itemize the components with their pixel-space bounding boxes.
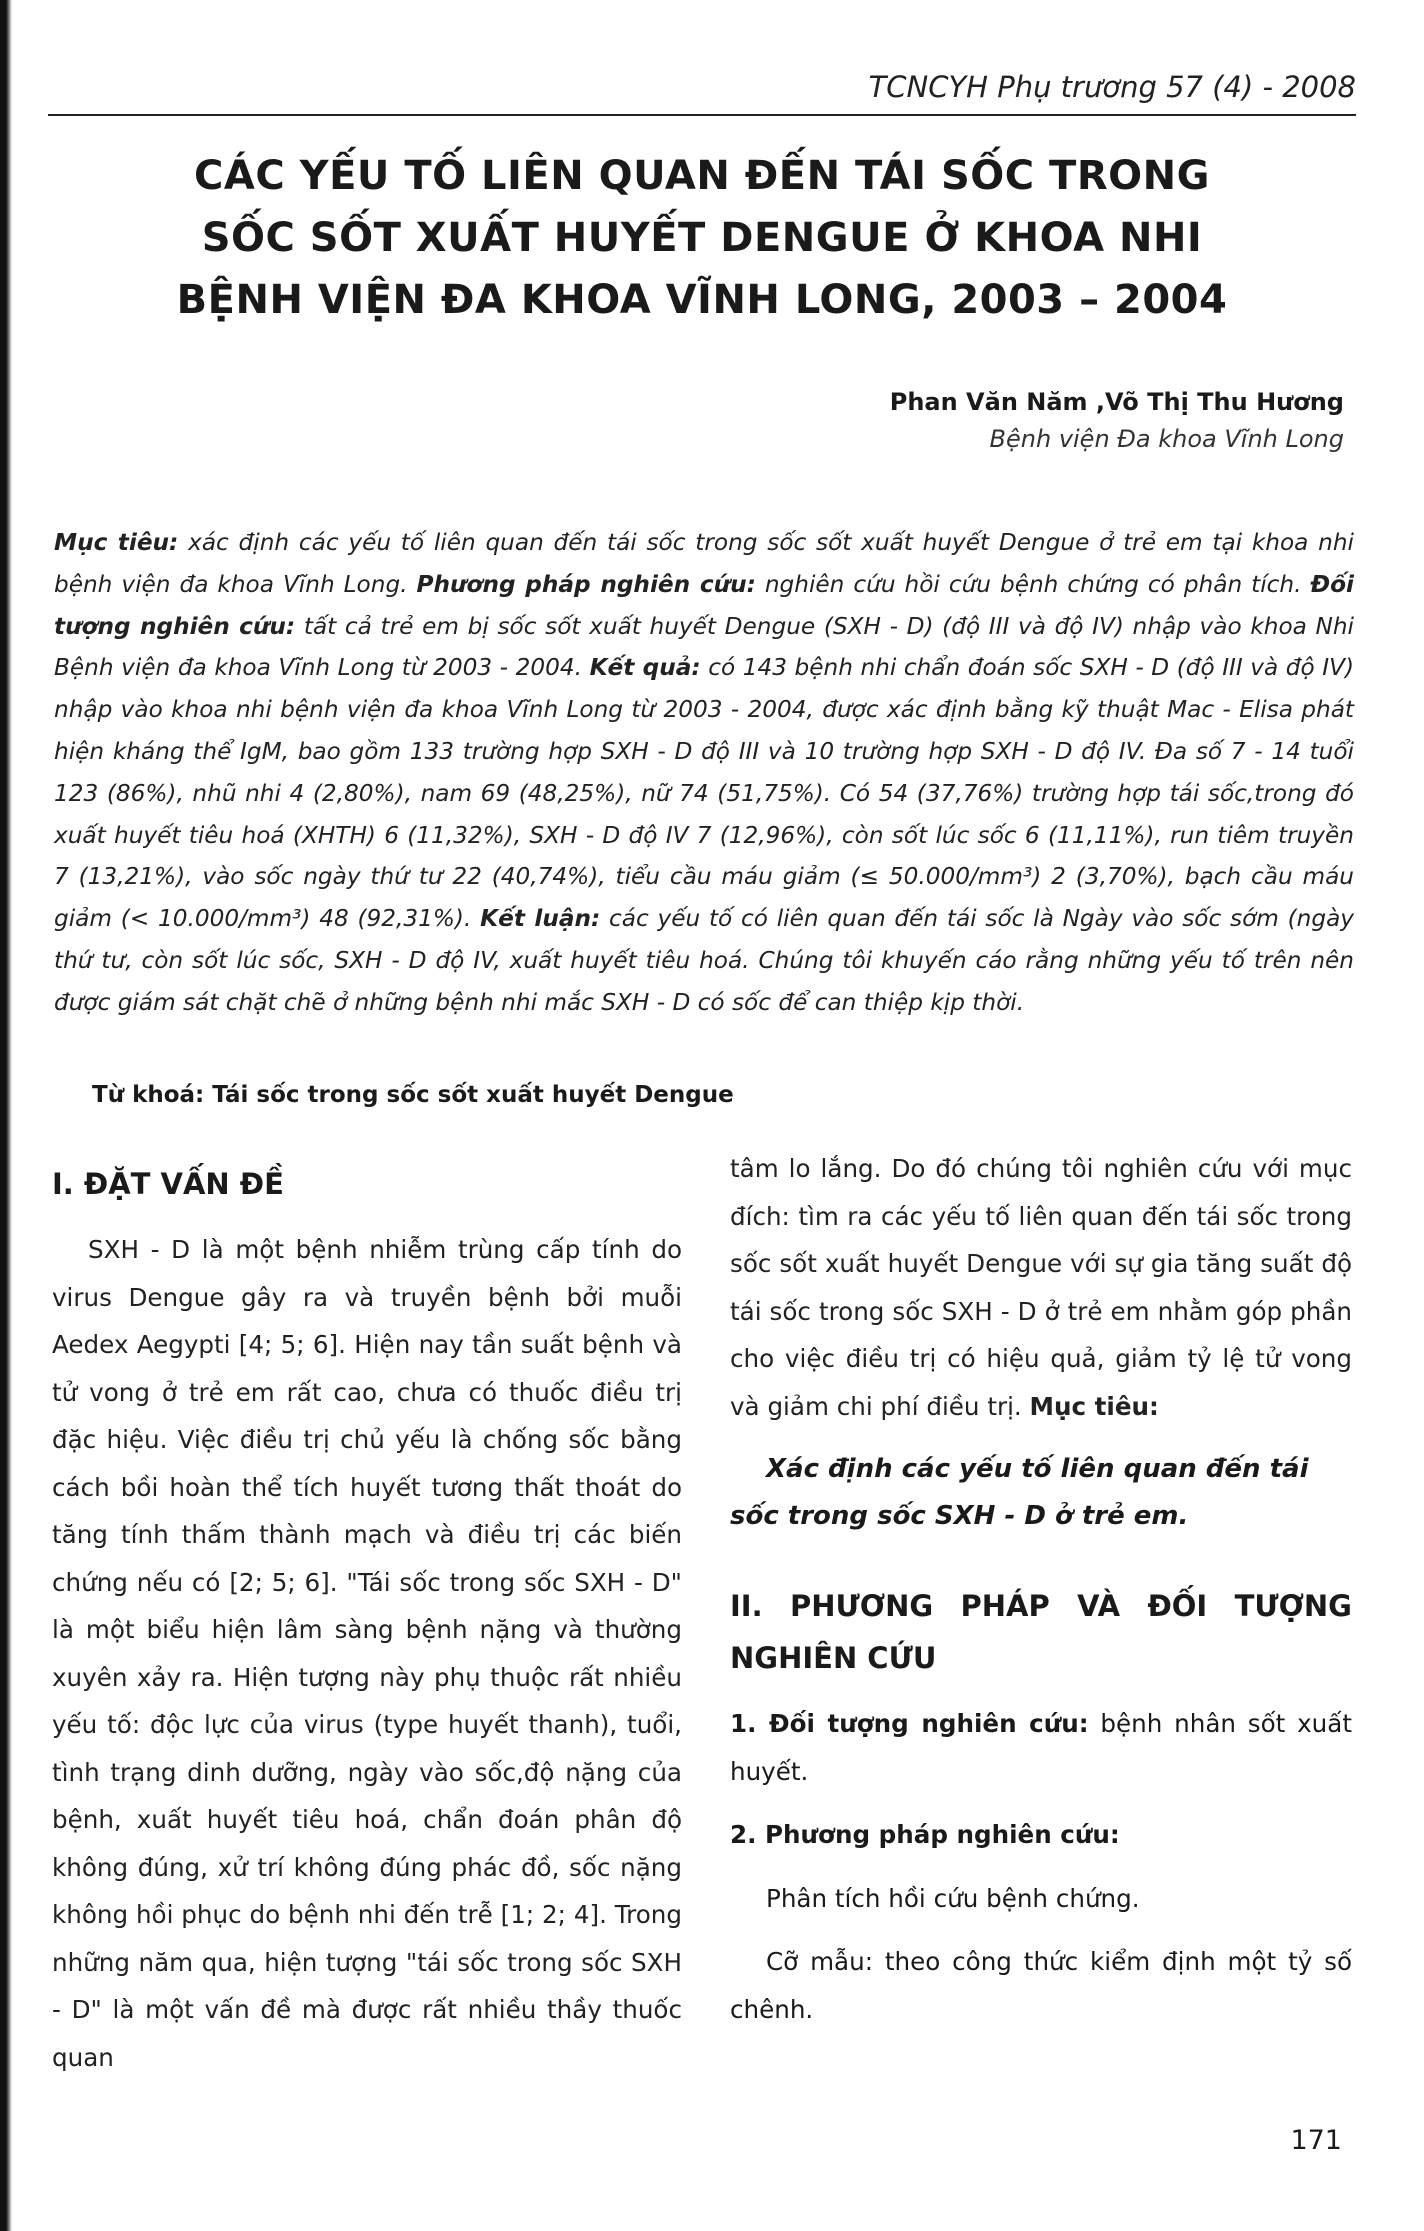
subsection-2 xyxy=(730,1811,1352,1859)
right-column xyxy=(730,1145,1352,2049)
method-line-a: Phân tích hồi cứu bệnh chứng. xyxy=(766,1883,1140,1913)
keywords: Từ khoá: Tái sốc trong sốc sốt xuất huyết Dengue xyxy=(92,1082,734,1108)
objective-label: Mục tiêu: xyxy=(1029,1391,1159,1421)
left-column xyxy=(52,1160,682,2081)
section-1-paragraph-right xyxy=(730,1145,1352,1430)
abstract-conclusion-text: các yếu tố có liên quan đến tái sốc là Ngày vào sốc sớm (ngày thứ tư, còn sốt lúc sốc, SXH - D độ IV, xuất huyết tiêu hoá. Chúng tôi khuyến cáo rằng những yếu tố trên nên được giám sát chặt chẽ ở những bệnh nhi mắc SXH - D có sốc để can thiệp kịp thời. xyxy=(54,905,1355,1016)
section-1-paragraph-left: SXH - D là một bệnh nhiễm trùng cấp tính do virus Dengue gây ra và truyền bệnh bởi muỗi Aedex Aegypti [4; 5; 6]. Hiện nay tần suất bệnh và tử vong ở trẻ em rất cao, chưa có thuốc điều trị đặc hiệu. Việc điều trị chủ yếu là chống sốc bằng cách bồi hoàn thể tích huyết tương thất thoát do tăng tính thấm thành mạch và điều trị các biến chứng nếu có [2; 5; 6]. "Tái sốc trong sốc SXH - D" là một biểu hiện lâm sàng bệnh nặng và thường xuyên xảy ra. Hiện tượng này phụ thuộc rất nhiều yếu tố: độc lực của virus (type huyết thanh), tuổi, tình trạng dinh dưỡng, ngày vào sốc,độ nặng của bệnh, xuất huyết tiêu hoá, chẩn đoán phân độ không đúng, xử trí không đúng phác đồ, sốc nặng không hồi phục do bệnh nhi đến trễ [1; 2; 4]. Trong những năm qua, hiện tượng "tái sốc trong sốc SXH - D" là một vấn đề mà được rất nhiều thầy thuốc quan xyxy=(52,1235,682,2072)
section-2-heading: II. PHƯƠNG PHÁP VÀ ĐỐI TƯỢNG NGHIÊN CỨU xyxy=(730,1589,1352,1675)
abstract-subjects-label: Đối tượng nghiên cứu: xyxy=(54,570,1354,640)
abstract xyxy=(54,522,1354,1024)
header-rule xyxy=(48,114,1356,116)
author-names: Phan Văn Năm ,Võ Thị Thu Hương xyxy=(889,388,1344,416)
section-1-continuation: tâm lo lắng. Do đó chúng tôi nghiên cứu với mục đích: tìm ra các yếu tố liên quan đến tái sốc trong sốc sốt xuất huyết Dengue với sự gia tăng suất độ tái sốc trong sốc SXH - D ở trẻ em nhằm góp phần cho việc điều trị có hiệu quả, giảm tỷ lệ tử vong và giảm chi phí điều trị. xyxy=(730,1154,1352,1421)
subsection-2-label: 2. Phương pháp nghiên cứu: xyxy=(730,1820,1120,1849)
abstract-method-text: nghiên cứu hồi cứu bệnh chứng có phân tích. xyxy=(755,570,1311,598)
study-objective: Xác định các yếu tố liên quan đến tái sốc trong sốc SXH - D ở trẻ em. xyxy=(730,1454,1309,1531)
title-line-3: BỆNH VIỆN ĐA KHOA VĨNH LONG, 2003 – 2004 xyxy=(176,277,1228,323)
page-number: 171 xyxy=(1290,2125,1342,2156)
section-1-heading: I. ĐẶT VẤN ĐỀ xyxy=(52,1167,284,1201)
abstract-results-label: Kết quả: xyxy=(589,654,701,682)
author-block xyxy=(48,385,1344,459)
journal-header: TCNCYH Phụ trương 57 (4) - 2008 xyxy=(868,70,1356,104)
title-line-1: CÁC YẾU TỐ LIÊN QUAN ĐẾN TÁI SỐC TRONG xyxy=(194,153,1210,199)
title-line-2: SỐC SỐT XUẤT HUYẾT DENGUE Ở KHOA NHI xyxy=(201,215,1203,261)
abstract-results-text: có 143 bệnh nhi chẩn đoán sốc SXH - D (độ III và độ IV) nhập vào khoa nhi bệnh viện đa khoa Vĩnh Long từ 2003 - 2004, được xác định bằng kỹ thuật Mac - Elisa phát hiện kháng thể IgM, bao gồm 133 trường hợp SXH - D độ III và 10 trường hợp SXH - D độ IV. Đa số 7 - 14 tuổi 123 (86%), nhũ nhi 4 (2,80%), nam 69 (48,25%), nữ 74 (51,75%). Có 54 (37,76%) trường hợp tái sốc,trong đó xuất huyết tiêu hoá (XHTH) 6 (11,32%), SXH - D độ IV 7 (12,96%), còn sốt lúc sốc 6 (11,11%), run tiêm truyền 7 (13,21%), vào sốc ngày thứ tư 22 (40,74%), tiểu cầu máu giảm (≤ 50.000/mm³) 2 (3,70%), bạch cầu máu giảm (< 10.000/mm³) 48 (92,31%). xyxy=(54,654,1355,933)
author-affiliation: Bệnh viện Đa khoa Vĩnh Long xyxy=(989,425,1344,453)
abstract-method-label: Phương pháp nghiên cứu: xyxy=(416,570,756,598)
abstract-objective-label: Mục tiêu: xyxy=(54,529,179,556)
abstract-objective-text: xác định các yếu tố liên quan đến tái sốc trong sốc sốt xuất huyết Dengue ở trẻ em tại khoa nhi bệnh viện đa khoa Vĩnh Long. xyxy=(54,529,1354,598)
subsection-1-label: 1. Đối tượng nghiên cứu: xyxy=(730,1709,1089,1738)
subsection-1 xyxy=(730,1700,1352,1795)
scan-edge xyxy=(0,0,12,2231)
abstract-conclusion-label: Kết luận: xyxy=(480,905,601,933)
subsection-1-text: bệnh nhân sốt xuất huyết. xyxy=(730,1709,1352,1786)
method-line-b: Cỡ mẫu: theo công thức kiểm định một tỷ số chênh. xyxy=(730,1947,1352,2024)
article-title xyxy=(48,145,1356,331)
abstract-subjects-text: tất cả trẻ em bị sốc sốt xuất huyết Dengue (SXH - D) (độ III và độ IV) nhập vào khoa Nhi Bệnh viện đa khoa Vĩnh Long từ 2003 - 2004. xyxy=(54,612,1354,682)
